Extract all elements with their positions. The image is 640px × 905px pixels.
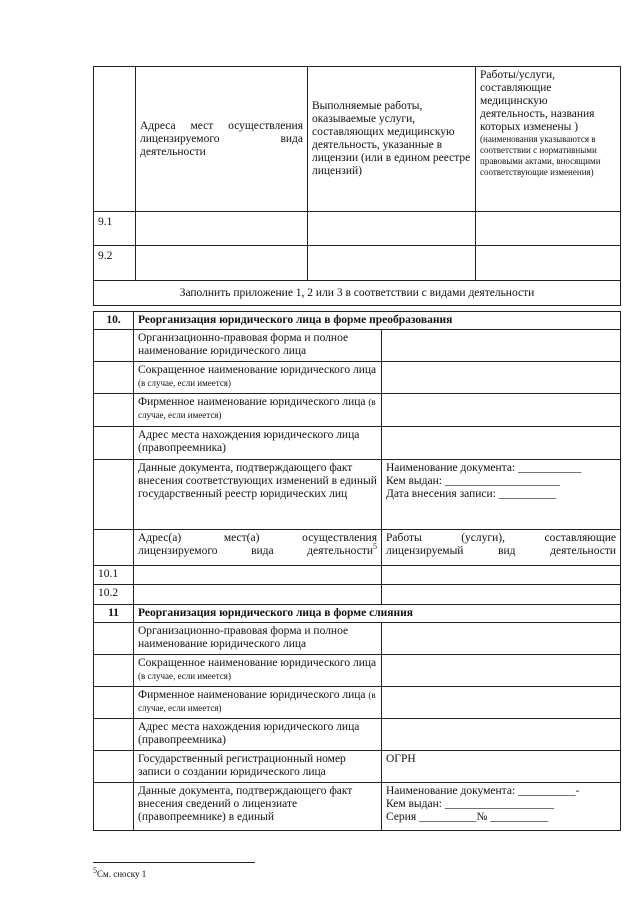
s10-brand-name-value[interactable]: [382, 394, 621, 427]
footnote-marker: 5: [93, 866, 97, 875]
s10-short-name-label: [134, 362, 382, 394]
section-11-header: [94, 605, 621, 623]
row-number-10-1: 10.1: [94, 566, 134, 585]
header-address-cell: [136, 67, 308, 212]
s11-doc-name-field: Наименование документа: __________-: [386, 785, 580, 797]
s10-addresses-span: Адрес(а) мест(а) осуществления лицензируемого вида деятельности: [138, 532, 377, 557]
empty-cell: [94, 530, 134, 566]
empty-cell: [94, 623, 134, 655]
s10-works-text: Работы (услуги), составляющие лицензируемый вид деятельности: [386, 532, 617, 557]
header-empty-cell: [94, 67, 136, 212]
header-renamed-note: (наименования указываются в соответствии с нормативными правовыми актами, вносящими соответствующие изменения): [480, 134, 601, 177]
empty-cell: [94, 751, 134, 783]
row-9-1-renamed-cell[interactable]: [476, 212, 621, 246]
empty-cell: [94, 783, 134, 831]
s11-short-name-label: [134, 655, 382, 687]
section-11-title: Реорганизация юридического лица в форме слияния: [134, 605, 621, 623]
header-works-cell: [308, 67, 476, 212]
section-11-number: 11: [94, 605, 134, 623]
section-10-header: [94, 312, 621, 330]
s10-address-value[interactable]: [382, 427, 621, 460]
row-9-2-renamed-cell[interactable]: [476, 246, 621, 281]
section-10-number: 10.: [94, 312, 134, 330]
fill-note-row: [94, 281, 621, 306]
row-10-2-works-cell[interactable]: [382, 585, 621, 605]
s10-addresses-text: [138, 532, 377, 558]
table-row: [94, 751, 621, 783]
empty-cell: [94, 394, 134, 427]
s11-brand-name-note: (в случае, если имеется): [138, 690, 376, 713]
s10-doc-data-value[interactable]: [382, 460, 621, 530]
table-row: [94, 212, 621, 246]
table-row: [94, 460, 621, 530]
s11-doc-data-label: Данные документа, подтверждающего факт внесения сведений о лицензиате (правопреемнике) в единый: [134, 783, 382, 831]
empty-cell: [94, 655, 134, 687]
s10-org-form-label: Организационно-правовая форма и полное наименование юридического лица: [134, 330, 382, 362]
s11-doc-data-value[interactable]: [382, 783, 621, 831]
table-row: [94, 585, 621, 605]
header-address-text: Адреса мест осуществления лицензируемого вида деятельности: [140, 119, 303, 158]
s11-short-name-value[interactable]: [382, 655, 621, 687]
s10-works-label: [382, 530, 621, 566]
row-10-1-address-cell[interactable]: [134, 566, 382, 585]
table-row: [94, 330, 621, 362]
s10-doc-name-field: Наименование документа: ___________: [386, 462, 582, 474]
s11-brand-name-label: [134, 687, 382, 719]
table-row: [94, 394, 621, 427]
s10-brand-name-text: Фирменное наименование юридического лица: [138, 396, 366, 408]
licensed-activities-table: [93, 66, 621, 306]
s11-series-field: Серия __________№ __________: [386, 811, 548, 823]
table-row: [94, 566, 621, 585]
s11-short-name-note: (в случае, если имеется): [138, 671, 231, 681]
header-renamed-cell: [476, 67, 621, 212]
s10-brand-name-label: [134, 394, 382, 427]
s11-org-form-value[interactable]: [382, 623, 621, 655]
s11-ogrn-value[interactable]: ОГРН: [382, 751, 621, 783]
table-row: [94, 623, 621, 655]
header-renamed-text: Работы/услуги, составляющие медицинскую деятельность, названия которых изменены ): [480, 69, 595, 133]
table-row: [94, 719, 621, 751]
row-9-1-works-cell[interactable]: [308, 212, 476, 246]
s10-short-name-value[interactable]: [382, 362, 621, 394]
s10-address-label: Адрес места нахождения юридического лица (правопреемника): [134, 427, 382, 460]
row-10-2-address-cell[interactable]: [134, 585, 382, 605]
reorganization-table: [93, 311, 621, 831]
s11-address-value[interactable]: [382, 719, 621, 751]
row-number-9-1: 9.1: [94, 212, 136, 246]
row-9-2-address-cell[interactable]: [136, 246, 308, 281]
s10-brand-name-note: (в случае, если имеется): [138, 397, 376, 420]
s11-reg-number-label: Государственный регистрационный номер записи о создании юридического лица: [134, 751, 382, 783]
empty-cell: [94, 719, 134, 751]
table-row: [94, 362, 621, 394]
header-works-text: Выполняемые работы, оказываемые услуги, составляющих медицинскую деятельность, указанные в лицензии (или в едином реестре лицензий): [312, 100, 471, 177]
table-row: [94, 687, 621, 719]
row-9-2-works-cell[interactable]: [308, 246, 476, 281]
table-row: [94, 655, 621, 687]
row-9-1-address-cell[interactable]: [136, 212, 308, 246]
row-10-1-works-cell[interactable]: [382, 566, 621, 585]
footnote-text: См. сноску 1: [97, 869, 147, 879]
s11-org-form-label: Организационно-правовая форма и полное наименование юридического лица: [134, 623, 382, 655]
s10-issued-by-field: Кем выдан: ____________________: [386, 475, 560, 487]
footnote: [93, 866, 147, 879]
footnote-divider: [93, 862, 255, 863]
table-row: [94, 246, 621, 281]
s10-entry-date-field: Дата внесения записи: __________: [386, 488, 557, 500]
empty-cell: [94, 460, 134, 530]
s11-issued-by-field: Кем выдан: ___________________: [386, 798, 555, 810]
empty-cell: [94, 330, 134, 362]
fill-note-text: Заполнить приложение 1, 2 или 3 в соответствии с видами деятельности: [94, 281, 621, 306]
s10-short-name-note: (в случае, если имеется): [138, 378, 231, 388]
table-row: [94, 427, 621, 460]
empty-cell: [94, 687, 134, 719]
footnote-ref-5: 5: [373, 542, 377, 552]
table-row: [94, 530, 621, 566]
row-number-10-2: 10.2: [94, 585, 134, 605]
s10-short-name-text: Сокращенное наименование юридического лица: [138, 364, 377, 376]
empty-cell: [94, 427, 134, 460]
s10-doc-data-label: Данные документа, подтверждающего факт внесения соответствующих изменений в единый государственный реестр юридических лиц: [134, 460, 382, 530]
s11-brand-name-value[interactable]: [382, 687, 621, 719]
s11-address-label: Адрес места нахождения юридического лица (правопреемника): [134, 719, 382, 751]
table-row: [94, 783, 621, 831]
section-10-title: Реорганизация юридического лица в форме преобразования: [134, 312, 621, 330]
row-number-9-2: 9.2: [94, 246, 136, 281]
s11-brand-name-text: Фирменное наименование юридического лица: [138, 689, 366, 701]
table-header-row: [94, 67, 621, 212]
empty-cell: [94, 362, 134, 394]
s10-addresses-label: [134, 530, 382, 566]
s10-org-form-value[interactable]: [382, 330, 621, 362]
s11-short-name-text: Сокращенное наименование юридического лица: [138, 657, 377, 669]
